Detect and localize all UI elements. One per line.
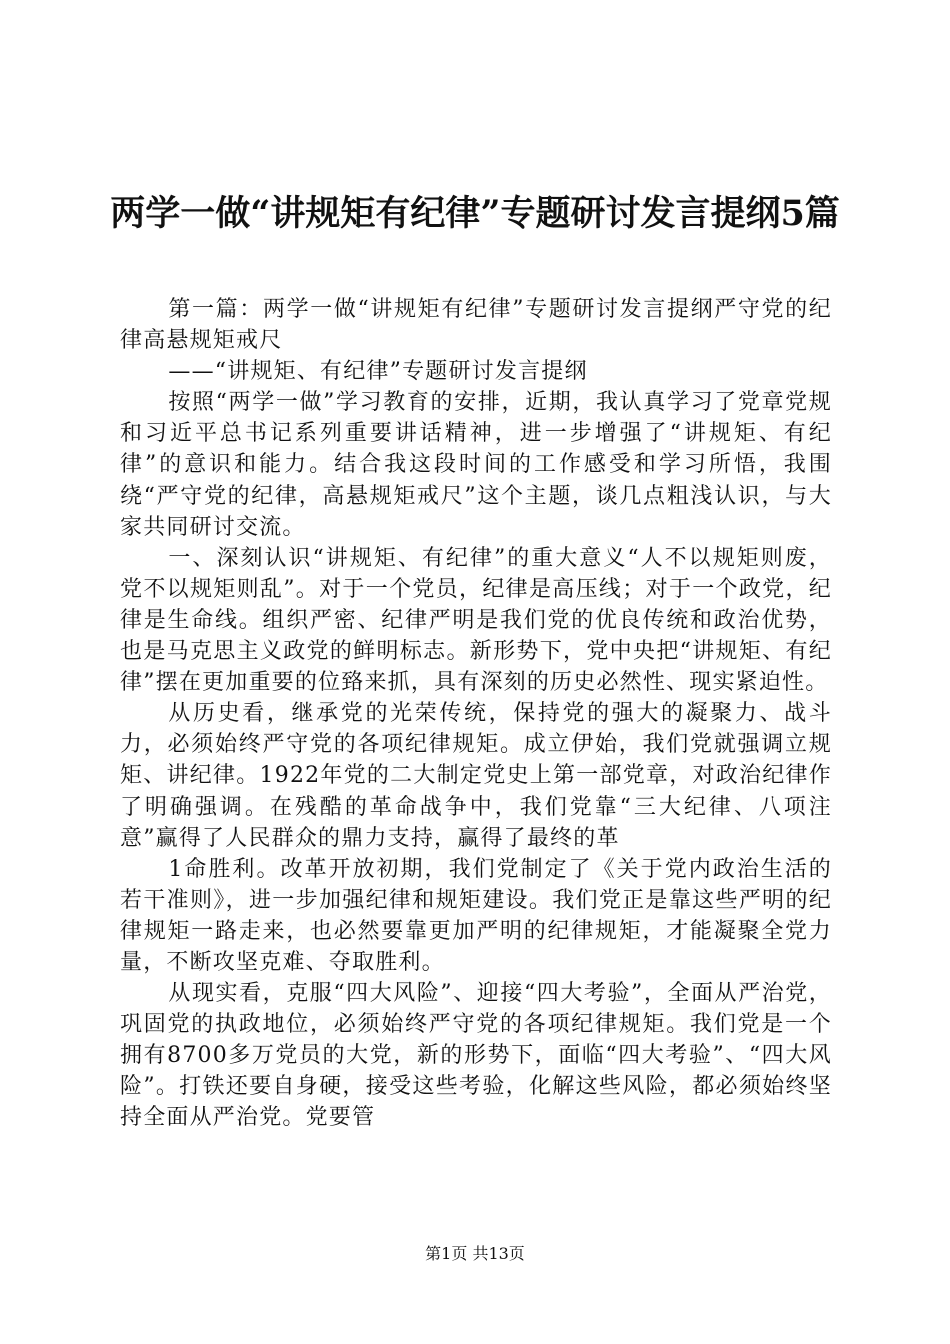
paragraph: 按照“两学一做”学习教育的安排，近期，我认真学习了党章党规和习近平总书记系列重要讲话精神，进一步增强了“讲规矩、有纪律”的意识和能力。结合我这段时间的工作感受和学习所悟，我围绕“严守党的纪律，高悬规矩戒尺”这个主题，谈几点粗浅认识，与大家共同研讨交流。 [120, 390, 832, 540]
paragraph: 从历史看，继承党的光荣传统，保持党的强大的凝聚力、战斗力，必须始终严守党的各项纪律规矩。成立伊始，我们党就强调立规矩、讲纪律。1922年党的二大制定党史上第一部党章，对政治纪律作了明确强调。在残酷的革命战争中，我们党靠“三大纪律、八项注意”赢得了人民群众的鼎力支持，赢得了最终的革 [120, 701, 832, 851]
document-title: 两学一做“讲规矩有纪律”专题研讨发言提纲5篇 [110, 193, 840, 235]
paragraph: 第一篇：两学一做“讲规矩有纪律”专题研讨发言提纲严守党的纪律高悬规矩戒尺 [120, 297, 832, 354]
paragraph: ——“讲规矩、有纪律”专题研讨发言提纲 [168, 359, 588, 385]
paragraph: 一、深刻认识“讲规矩、有纪律”的重大意义“人不以规矩则废，党不以规矩则乱”。对于一个党员，纪律是高压线；对于一个政党，纪律是生命线。组织严密、纪律严明是我们党的优良传统和政治优势，也是马克思主义政党的鲜明标志。新形势下，党中央把“讲规矩、有纪律”摆在更加重要的位臵来抓，具有深刻的历史必然性、现实紧迫性。 [120, 545, 832, 696]
paragraph: 1命胜利。改革开放初期，我们党制定了《关于党内政治生活的若干准则》，进一步加强纪律和规矩建设。我们党正是靠这些严明的纪律规矩一路走来，也必然要靠更加严明的纪律规矩，才能凝聚全党力量，不断攻坚克难、夺取胜利。 [120, 856, 832, 975]
page-footer: 第1页 共13页 [425, 1244, 525, 1263]
document-body [120, 294, 832, 1134]
paragraph: 从现实看，克服“四大风险”、迎接“四大考验”，全面从严治党，巩固党的执政地位，必须始终严守党的各项纪律规矩。我们党是一个拥有8700多万党员的大党，新的形势下，面临“四大考验”、“四大风险”。打铁还要自身硬，接受这些考验，化解这些风险，都必须始终坚持全面从严治党。党要管 [120, 981, 832, 1131]
